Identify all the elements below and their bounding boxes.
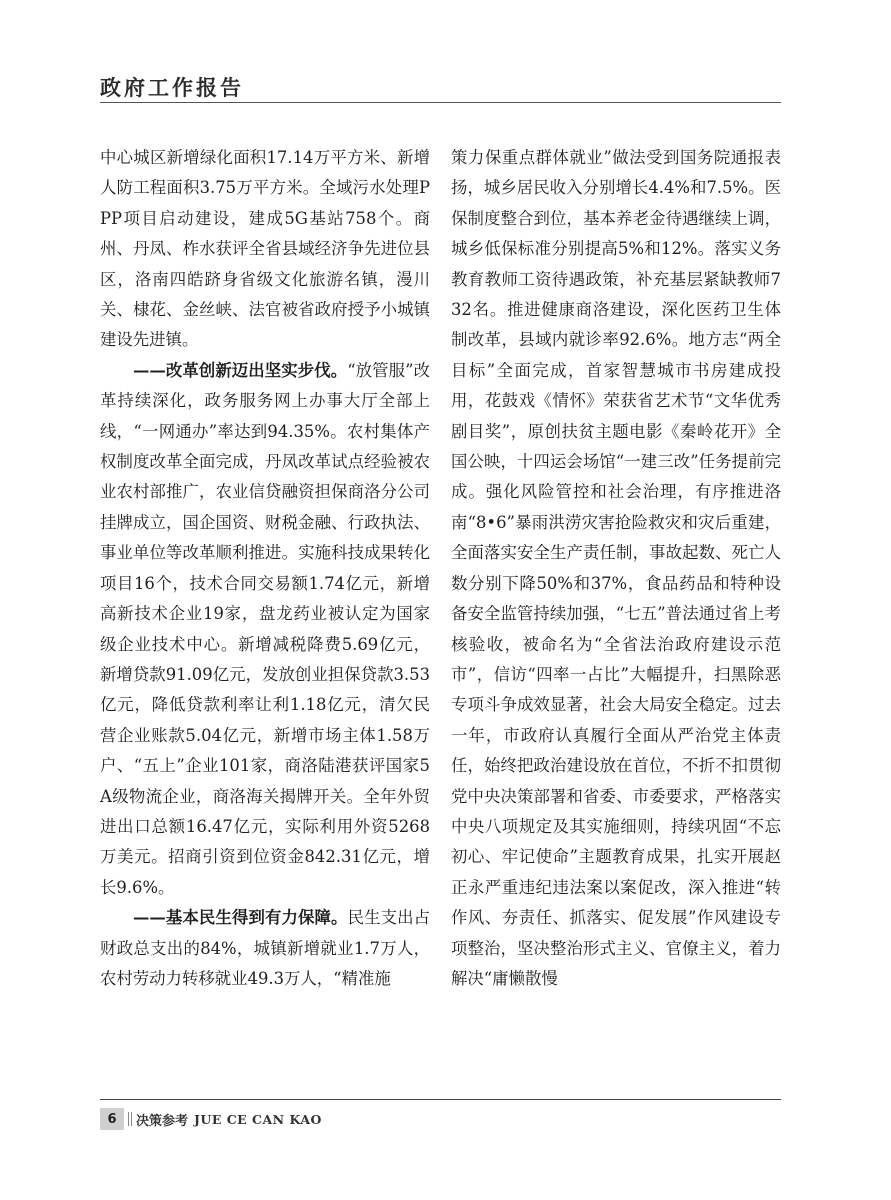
magazine-name: 决策参考 <box>136 1113 189 1129</box>
magazine-latin-name: JUE CE CAN KAO <box>194 1111 322 1127</box>
separator-bars-icon <box>128 1112 132 1126</box>
paragraph-body: 民生支出占财政总支出的84%，城镇新增就业1.7万人，农村劳动力转移就业49.3万人，“精准施 <box>100 908 431 988</box>
paragraph-body: “放管服”改革持续深化，政务服务网上办事大厅全部上线，“一网通办”率达到94.35%。农村集体产权制度改革全面完成，丹凤改革试点经验被农业农村部推广，农业信贷融资担保商洛分公司挂牌成立，国企国资、财税金融、行政执法、事业单位等改革顺利推进。实施科技成果转化项目16个，技术合同交易额1.74亿元，新增高新技术企业19家，盘龙药业被认定为国家级企业技术中心。新增减税降费5.69亿元，新增贷款91.09亿元，发放创业担保贷款3.53亿元，降低贷款利率让利1.18亿元，清欠民营企业账款5.04亿元，新增市场主体1.58万户、“五上”企业101家，商洛陆港获评国家5A级物流企业，商洛海关揭牌开关。全年外贸进出口总额16.47亿元，实际利用外资5268万美元。招商引资到位资金842.31亿元，增长9.6%。 <box>100 360 430 897</box>
paragraph: 中心城区新增绿化面积17.14万平方米、新增人防工程面积3.75万平方米。全域污水处理PPP项目启动建设，建成5G基站758个。商州、丹凤、柞水获评全省县域经济争先进位县区，洛南四皓跻身省级文化旅游名镇，漫川关、棣花、金丝峡、法官被省政府授予小城镇建设先进镇。 <box>100 148 430 350</box>
page-footer <box>100 1108 322 1130</box>
footer-rule <box>100 1099 781 1100</box>
page-number: 6 <box>100 1108 124 1130</box>
section-title: 政府工作报告 <box>100 76 244 100</box>
paragraph-lead: ——改革创新迈出坚实步伐。 <box>133 360 348 380</box>
paragraph-lead: ——基本民生得到有力保障。 <box>133 908 348 928</box>
right-column <box>451 143 781 994</box>
header-rule <box>100 102 781 103</box>
left-column <box>100 143 430 994</box>
paragraph <box>100 356 430 903</box>
paragraph: 策力保重点群体就业”做法受到国务院通报表扬，城乡居民收入分别增长4.4%和7.5%。医保制度整合到位，基本养老金待遇继续上调，城乡低保标准分别提高5%和12%。落实义务教育教师工资待遇政策，补充基层紧缺教师732名。推进健康商洛建设，深化医药卫生体制改革，县域内就诊率92.6%。地方志“两全目标”全面完成，首家智慧城市书房建成投用，花鼓戏《情怀》荣获省艺术节“文华优秀剧目奖”，原创扶贫主题电影《秦岭花开》全国公映，十四运会场馆“一建三改”任务提前完成。强化风险管控和社会治理，有序推进洛南“8•6”暴雨洪涝灾害抢险救灾和灾后重建，全面落实安全生产责任制，事故起数、死亡人数分别下降50%和37%，食品药品和特种设备安全监管持续加强，“七五”普法通过省上考核验收，被命名为“全省法治政府建设示范市”，信访“四率一占比”大幅提升，扫黑除恶专项斗争成效显著，社会大局安全稳定。过去一年，市政府认真履行全面从严治党主体责任，始终把政治建设放在首位，不折不扣贯彻党中央决策部署和省委、市委要求，严格落实中央八项规定及其实施细则，持续巩固“不忘初心、牢记使命”主题教育成果，扎实开展赵正永严重违纪违法案以案促改，深入推进“转作风、夯责任、抓落实、促发展”作风建设专项整治，坚决整治形式主义、官僚主义，着力解决“庸懒散慢 <box>451 148 781 988</box>
paragraph <box>100 903 430 994</box>
